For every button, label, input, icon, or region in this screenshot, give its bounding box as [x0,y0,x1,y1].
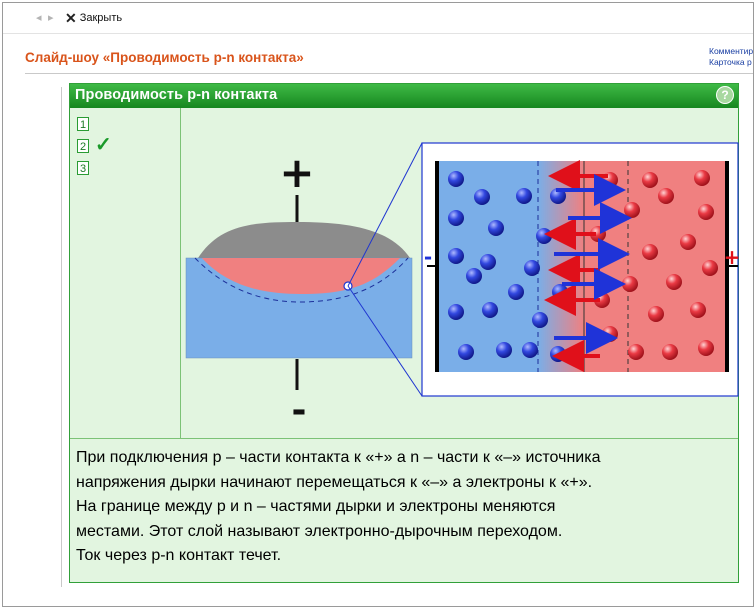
electron [522,342,538,358]
electron [448,171,464,187]
hole [698,340,714,356]
electron [532,312,548,328]
step-button-2[interactable]: 2 [77,139,89,153]
hole [698,204,714,220]
toolbar [3,3,753,34]
back-arrow-icon[interactable]: ◂ [36,11,42,24]
side-links [709,46,753,68]
title-divider [25,73,753,74]
panel-title: Проводимость p-n контакта [75,87,278,103]
electron [474,189,490,205]
pn-junction-diagram [70,84,741,436]
electron [448,210,464,226]
hole [702,260,718,276]
hole [694,170,710,186]
hole [642,244,658,260]
hole [666,274,682,290]
inset-minus-label: - [423,245,433,269]
help-button[interactable]: ? [716,86,734,104]
electron [496,342,512,358]
hole [680,234,696,250]
checkmark-icon: ✓ [95,134,112,156]
step-button-3[interactable]: 3 [77,161,89,175]
slide-panel [69,83,739,583]
hole [628,344,644,360]
electron [524,260,540,276]
plus-terminal-label: + [279,148,315,197]
electron [466,268,482,284]
electron [482,302,498,318]
inset-plus-label: + [723,245,741,269]
minus-terminal-label: - [291,390,307,431]
forward-arrow-icon[interactable]: ▸ [48,11,54,24]
left-divider [61,87,62,587]
window-frame [2,2,754,607]
card-link[interactable]: Карточка р [709,57,752,67]
hole [658,188,674,204]
hole [690,302,706,318]
electron [448,304,464,320]
hole [662,344,678,360]
text-divider [70,438,738,439]
electron [480,254,496,270]
electron [458,344,474,360]
close-button[interactable] [65,10,122,26]
hole [622,276,638,292]
electron [552,284,568,300]
description-text: При подключения p – части контакта к «+» а n – части к «–» источника напряжения дырки начинают перемещаться к «–» а электроны к «+». На границе между p и n – частями дырки и электроны меняются местами. Этот слой называют электронно-дырочным переходом. Ток через p-n контакт течет. [76,449,601,564]
hole [624,202,640,218]
page-title: Слайд-шоу «Проводимость p-n контакта» [25,50,304,65]
electron [508,284,524,300]
electron [536,228,552,244]
close-label: Закрыть [79,12,123,24]
step-button-1[interactable]: 1 [77,117,89,131]
hole [642,172,658,188]
comments-link[interactable]: Комментир [709,46,754,56]
electron [488,220,504,236]
electron [516,188,532,204]
electron [448,248,464,264]
close-icon: ✕ [65,10,77,26]
hole [648,306,664,322]
